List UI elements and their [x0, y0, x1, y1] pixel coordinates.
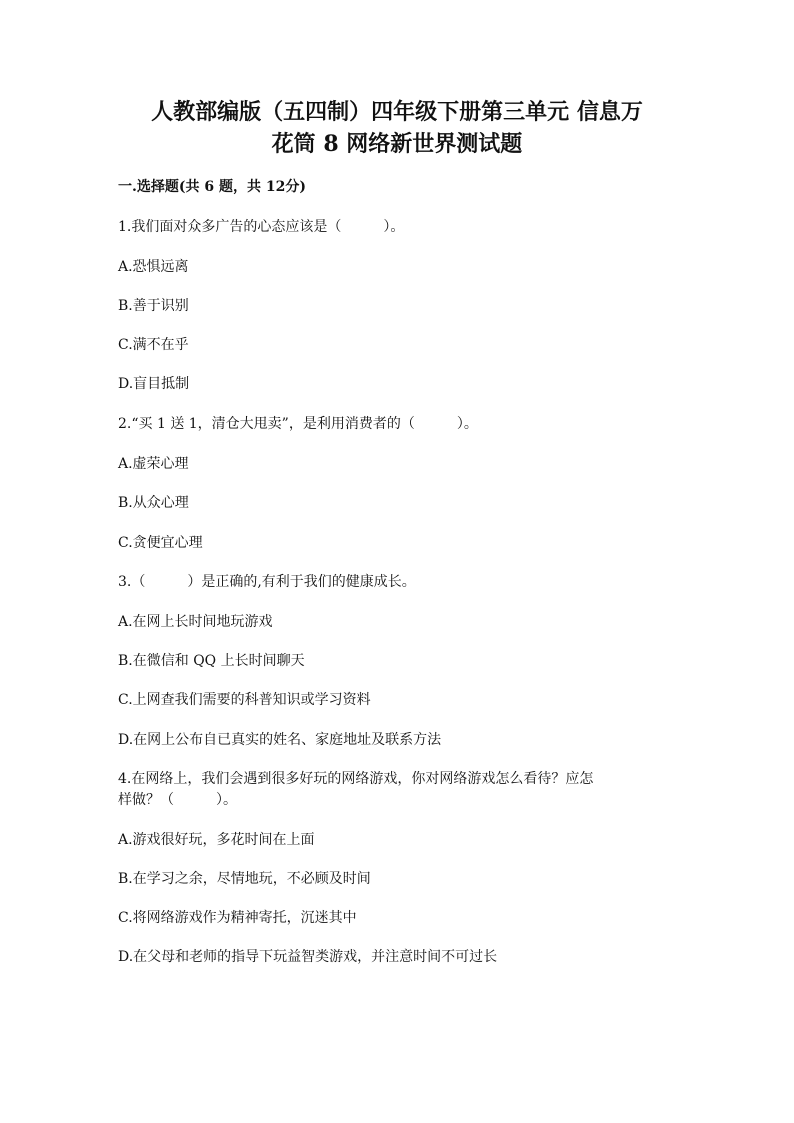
- question-3-option-a: A.在网上长时间地玩游戏: [118, 614, 273, 630]
- question-4-option-d: D.在父母和老师的指导下玩益智类游戏，并注意时间不可过长: [118, 949, 498, 965]
- question-3-stem: 3.（ ）是正确的,有利于我们的健康成长。: [118, 574, 416, 590]
- question-2-option-b: B.从众心理: [118, 495, 189, 511]
- section-heading: 一.选择题(共 6 题，共 12分): [118, 179, 306, 195]
- question-4-option-a: A.游戏很好玩，多花时间在上面: [118, 832, 315, 848]
- question-1-option-c: C.满不在乎: [118, 337, 189, 353]
- page-title-line-2: 花筒 8 网络新世界测试题: [271, 131, 523, 157]
- question-4-option-b: B.在学习之余，尽情地玩，不必顾及时间: [118, 871, 371, 887]
- question-1-stem: 1.我们面对众多广告的心态应该是（ ）。: [118, 219, 405, 235]
- question-4-stem-line-2: 样做？（ ）。: [118, 792, 237, 808]
- question-4-stem-line-1: 4.在网络上，我们会遇到很多好玩的网络游戏，你对网络游戏怎么看待？应怎: [118, 771, 594, 787]
- question-4-option-c: C.将网络游戏作为精神寄托，沉迷其中: [118, 910, 357, 926]
- question-3-option-b: B.在微信和 QQ 上长时间聊天: [118, 653, 305, 669]
- page-title-line-1: 人教部编版（五四制）四年级下册第三单元 信息万: [151, 99, 643, 125]
- question-3-option-c: C.上网查我们需要的科普知识或学习资料: [118, 692, 371, 708]
- question-2-option-c: C.贪便宜心理: [118, 535, 203, 551]
- question-1-option-b: B.善于识别: [118, 298, 189, 314]
- question-2-option-a: A.虚荣心理: [118, 456, 189, 472]
- question-3-option-d: D.在网上公布自已真实的姓名、家庭地址及联系方法: [118, 732, 442, 748]
- question-2-stem: 2.“买 1 送 1，清仓大甩卖”，是利用消费者的（ ）。: [118, 416, 478, 432]
- question-1-option-d: D.盲目抵制: [118, 376, 190, 392]
- question-1-option-a: A.恐惧远离: [118, 259, 189, 275]
